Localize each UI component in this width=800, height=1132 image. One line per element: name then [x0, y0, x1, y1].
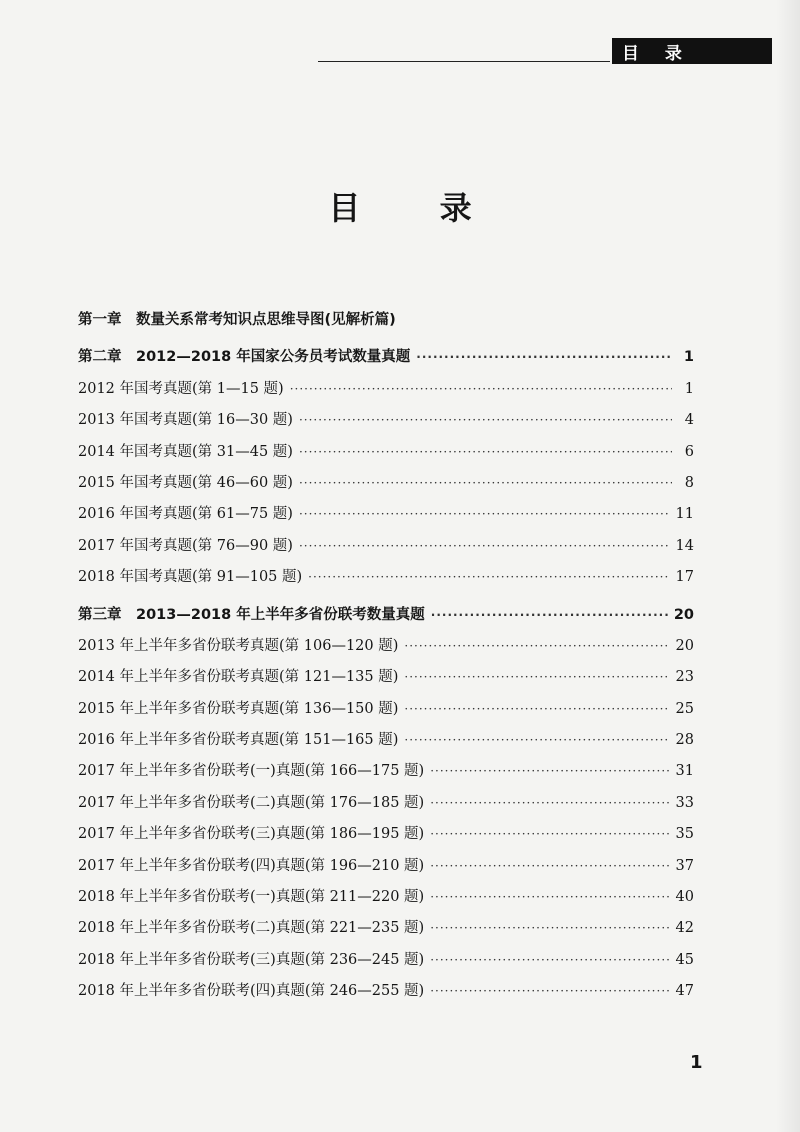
toc-entry-title: 2015 年上半年多省份联考真题(第 136—150 题): [78, 700, 399, 717]
toc-entry-title: 2018 年上半年多省份联考(三)真题(第 236—245 题): [78, 951, 425, 968]
toc-entry-title: 2017 年上半年多省份联考(三)真题(第 186—195 题): [78, 826, 425, 843]
toc-entry-title: 2017 年上半年多省份联考(四)真题(第 196—210 题): [78, 857, 425, 874]
toc-entry-row: [78, 728, 694, 759]
dot-leader: [430, 890, 669, 904]
dot-leader: [430, 764, 669, 778]
toc-page-number: 33: [675, 794, 694, 811]
dot-leader: [430, 953, 669, 967]
toc-chapter-title: 第二章 2012—2018 年国家公务员考试数量真题: [78, 349, 411, 366]
toc-page-number: 4: [684, 412, 694, 429]
dot-leader: [299, 413, 672, 427]
toc-entry-title: 2013 年国考真题(第 16—30 题): [78, 412, 293, 429]
page-number: 1: [690, 1052, 703, 1073]
toc-entry-row: [78, 916, 694, 947]
toc-entry-row: [78, 665, 694, 696]
toc-entry-title: 2013 年上半年多省份联考真题(第 106—120 题): [78, 637, 399, 654]
toc-entry-row: [78, 697, 694, 728]
toc-entry-title: 2018 年上半年多省份联考(二)真题(第 221—235 题): [78, 920, 425, 937]
dot-leader: [404, 639, 669, 653]
toc-entry-row: [78, 791, 694, 822]
toc-chapter-row: [78, 603, 694, 634]
toc-entry-row: [78, 565, 694, 596]
dot-leader: [299, 539, 670, 553]
dot-leader: [299, 476, 672, 490]
toc-entry-row: [78, 854, 694, 885]
toc-entry-title: 2014 年国考真题(第 31—45 题): [78, 443, 293, 460]
toc-page-number: 25: [675, 700, 694, 717]
running-header-tab: 目 录: [612, 38, 772, 64]
toc-chapter-title: 第一章 数量关系常考知识点思维导图(见解析篇): [78, 312, 396, 328]
header-rule: [318, 61, 610, 62]
toc-page-number: 28: [675, 732, 694, 749]
toc-page-number: 8: [684, 474, 694, 491]
dot-leader: [404, 702, 669, 716]
toc-page-number: 20: [673, 606, 694, 623]
toc-entry-row: [78, 377, 694, 408]
toc-entry-row: [78, 408, 694, 439]
toc-entry-row: [78, 471, 694, 502]
toc-page-number: 23: [675, 669, 694, 686]
toc-entry-title: 2016 年上半年多省份联考真题(第 151—165 题): [78, 732, 399, 749]
toc-entry-row: [78, 759, 694, 790]
page-title: 目 录: [328, 189, 506, 227]
dot-leader: [431, 608, 668, 622]
toc-entry-row: [78, 822, 694, 853]
toc-page-number: 6: [684, 443, 694, 460]
toc-page-number: 20: [675, 637, 694, 654]
toc-entry-row: [78, 885, 694, 916]
toc-page-number: 37: [675, 857, 694, 874]
dot-leader: [299, 445, 672, 459]
dot-leader: [430, 984, 669, 998]
toc-page-number: 14: [675, 537, 694, 554]
toc-entry-title: 2017 年国考真题(第 76—90 题): [78, 537, 293, 554]
toc-entry-title: 2018 年上半年多省份联考(一)真题(第 211—220 题): [78, 889, 425, 906]
toc-page-number: 17: [675, 569, 694, 586]
toc-entry-title: 2017 年上半年多省份联考(二)真题(第 176—185 题): [78, 794, 425, 811]
table-of-contents: [78, 308, 694, 1011]
toc-entry-row: [78, 634, 694, 665]
dot-leader: [416, 350, 672, 364]
toc-page-number: 40: [675, 889, 694, 906]
toc-entry-title: 2018 年上半年多省份联考(四)真题(第 246—255 题): [78, 983, 425, 1000]
dot-leader: [404, 733, 669, 747]
toc-page-number: 1: [683, 349, 694, 366]
toc-entry-title: 2017 年上半年多省份联考(一)真题(第 166—175 题): [78, 763, 425, 780]
toc-page-number: 1: [684, 380, 694, 397]
dot-leader: [430, 796, 669, 810]
toc-entry-title: 2015 年国考真题(第 46—60 题): [78, 474, 293, 491]
toc-chapter-title: 第三章 2013—2018 年上半年多省份联考数量真题: [78, 606, 425, 623]
dot-leader: [430, 859, 669, 873]
toc-chapter-row: [78, 308, 694, 339]
toc-page-number: 47: [675, 983, 694, 1000]
scan-edge-shadow: [776, 0, 800, 1132]
toc-page-number: 45: [675, 951, 694, 968]
dot-leader: [404, 670, 669, 684]
dot-leader: [308, 570, 669, 584]
dot-leader: [299, 507, 670, 521]
toc-page-number: 11: [675, 506, 694, 523]
dot-leader: [430, 827, 669, 841]
toc-entry-title: 2018 年国考真题(第 91—105 题): [78, 569, 303, 586]
toc-entry-row: [78, 502, 694, 533]
toc-entry-row: [78, 534, 694, 565]
toc-entry-row: [78, 979, 694, 1010]
toc-page-number: 31: [675, 763, 694, 780]
dot-leader: [430, 921, 669, 935]
toc-entry-title: 2014 年上半年多省份联考真题(第 121—135 题): [78, 669, 399, 686]
toc-chapter-row: [78, 345, 694, 376]
toc-entry-title: 2016 年国考真题(第 61—75 题): [78, 506, 293, 523]
toc-page-number: 35: [675, 826, 694, 843]
toc-entry-title: 2012 年国考真题(第 1—15 题): [78, 380, 284, 397]
toc-page-number: 42: [675, 920, 694, 937]
dot-leader: [290, 382, 672, 396]
toc-entry-row: [78, 440, 694, 471]
toc-entry-row: [78, 948, 694, 979]
